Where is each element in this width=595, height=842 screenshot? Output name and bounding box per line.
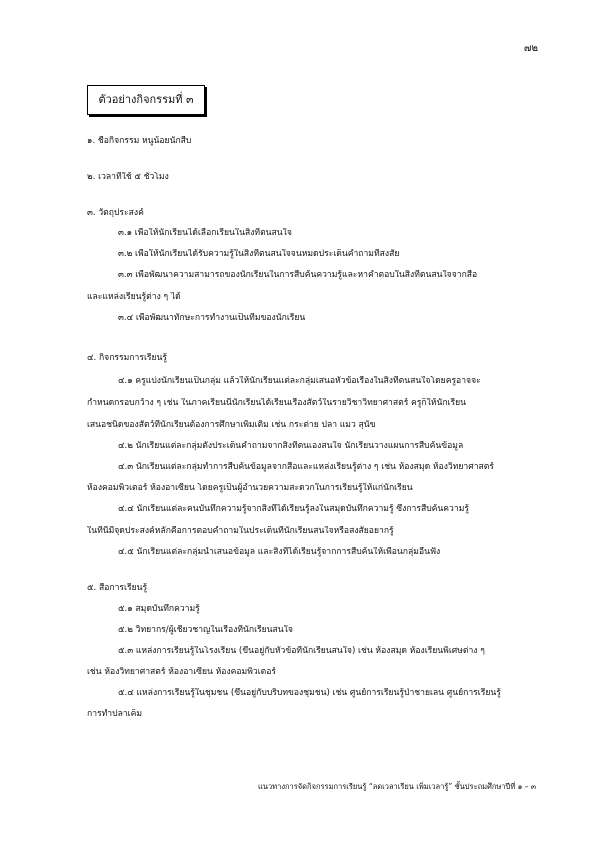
objective-item-continuation: และแหล่งเรียนรู้ต่าง ๆ ได้: [87, 292, 181, 302]
activity-name-heading: ๑. ชื่อกิจกรรม หนูน้อยนักสืบ: [87, 136, 192, 146]
activity-item: ๔.๒ นักเรียนแต่ละกลุ่มตั้งประเด็นคำถามจากสิ่งที่ตนเองสนใจ นักเรียนวางแผนการสืบค้นข้อมูล: [118, 441, 464, 451]
objective-item: ๓.๓ เพื่อพัฒนาความสามารถของนักเรียนในการสืบค้นความรู้และหาคำตอบในสิ่งที่ตนสนใจจากสื่อ: [118, 270, 478, 280]
activity-item: ๔.๓ นักเรียนแต่ละกลุ่มทำการสืบค้นข้อมูลจากสื่อและแหล่งเรียนรู้ต่าง ๆ เช่น ห้องสมุด ห้องวิทยาศาสตร์: [118, 462, 494, 472]
media-item: ๕.๒ วิทยากร/ผู้เชี่ยวชาญในเรื่องที่นักเรียนสนใจ: [118, 625, 293, 635]
media-item: ๕.๓ แหล่งการเรียนรู้ในโรงเรียน (ขึ้นอยู่กับหัวข้อที่นักเรียนสนใจ) เช่น ห้องสมุด ห้องเรียนพิเศษต่าง ๆ: [118, 646, 485, 656]
learning-activities-heading: ๔. กิจกรรมการเรียนรู้: [87, 353, 168, 363]
media-item: ๕.๔ แหล่งการเรียนรู้ในชุมชน (ขึ้นอยู่กับบริบทของชุมชน) เช่น ศูนย์การเรียนรู้ป่าชายเลน ศูนย์การเรียนรู้: [118, 688, 501, 698]
objective-item: ๓.๔ เพื่อพัฒนาทักษะการทำงานเป็นทีมของนักเรียน: [118, 313, 306, 323]
activity-title-box: ตัวอย่างกิจกรรมที่ ๓: [87, 85, 205, 115]
learning-media-heading: ๕. สื่อการเรียนรู้: [87, 583, 148, 593]
media-item-continuation: การทำปลาเค็ม: [87, 709, 143, 719]
activity-item-continuation: เสนอชนิดของสัตว์ที่นักเรียนต้องการศึกษาเพิ่มเติม เช่น กระต่าย ปลา แมว สุนัข: [87, 420, 376, 430]
media-item: ๕.๑ สมุดบันทึกความรู้: [118, 604, 200, 614]
activity-item: ๔.๔ นักเรียนแต่ละคนบันทึกความรู้จากสิ่งที่ได้เรียนรู้ลงในสมุดบันทึกความรู้ ซึ่งการสืบค้นความรู้: [118, 504, 469, 514]
objectives-heading: ๓. วัตถุประสงค์: [87, 208, 144, 218]
activity-item: ๔.๕ นักเรียนแต่ละกลุ่มนำเสนอข้อมูล และสิ่งที่ได้เรียนรู้จากการสืบค้นให้เพื่อนกลุ่มอื่นฟัง: [118, 547, 441, 557]
page-number: ๗๒: [523, 43, 538, 54]
activity-item-continuation: ในที่นี้มีจุดประสงค์หลักคือการตอบคำถามในประเด็นที่นักเรียนสนใจหรือสงสัยอยากรู้: [87, 526, 394, 536]
activity-item-continuation: กำหนดกรอบกว้าง ๆ เช่น ในภาคเรียนนี้นักเรียนได้เรียนเรื่องสัตว์ในรายวิชาวิทยาศาสตร์ ครูก็ให้นักเรียน: [87, 398, 467, 408]
activity-item: ๔.๑ ครูแบ่งนักเรียนเป็นกลุ่ม แล้วให้นักเรียนแต่ละกลุ่มเสนอหัวข้อเรื่องในสิ่งที่ตนสนใจโดยครูอาจจะ: [118, 376, 481, 386]
objective-item: ๓.๑ เพื่อให้นักเรียนได้เลือกเรียนในสิ่งที่ตนสนใจ: [118, 228, 292, 238]
activity-item-continuation: ห้องคอมพิวเตอร์ ห้องอาเซียน โดยครูเป็นผู้อำนวยความสะดวกในการเรียนรู้ให้แก่นักเรียน: [87, 483, 413, 493]
media-item-continuation: เช่น ห้องวิทยาศาสตร์ ห้องอาเซียน ห้องคอมพิวเตอร์: [87, 667, 277, 677]
duration-heading: ๒. เวลาที่ใช้ ๕ ชั่วโมง: [87, 172, 169, 182]
objective-item: ๓.๒ เพื่อให้นักเรียนได้รับความรู้ในสิ่งที่ตนสนใจจนหมดประเด็นคำถามที่สงสัย: [118, 249, 400, 259]
page-footer: แนวทางการจัดกิจกรรมการเรียนรู้ “ลดเวลาเรียน เพิ่มเวลารู้” ชั้นประถมศึกษาปีที่ ๑ – ๓: [258, 782, 537, 791]
